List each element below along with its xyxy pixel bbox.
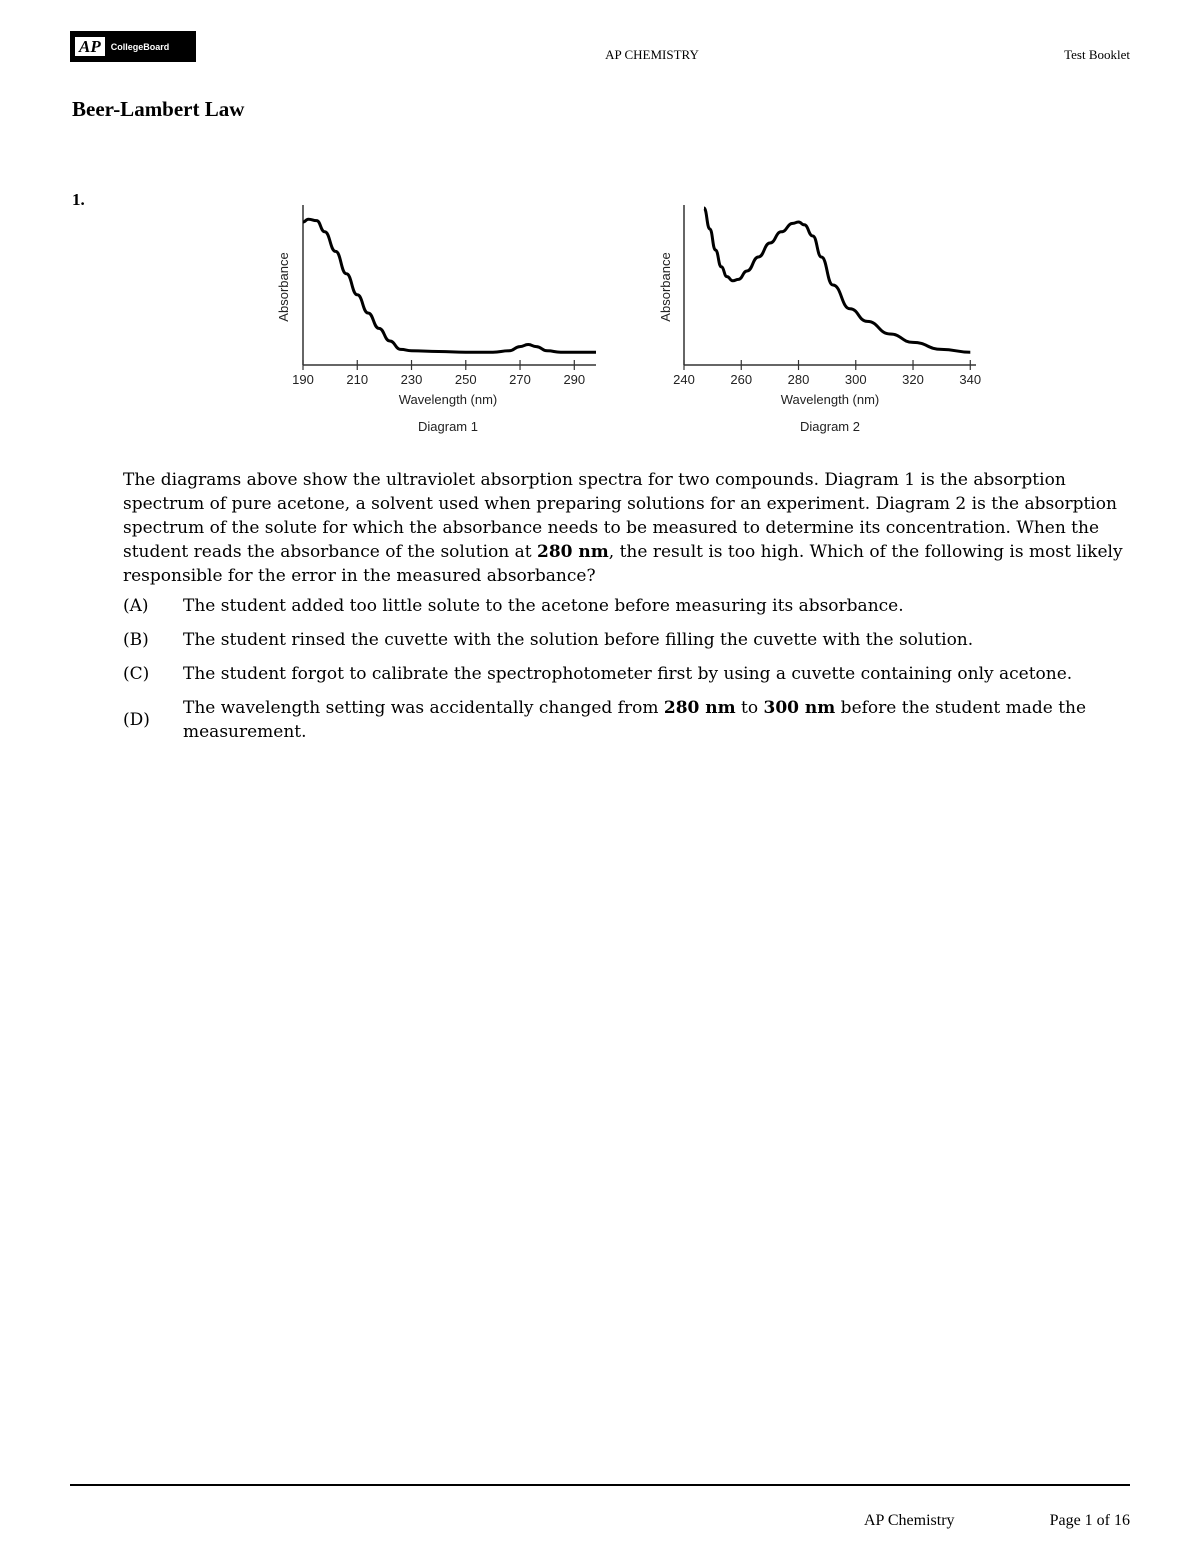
x-axis-label: Wavelength (nm) [398, 392, 498, 407]
y-axis-label: Absorbance [276, 252, 291, 322]
series-line [704, 208, 970, 352]
x-ticks [673, 360, 981, 387]
spectra-svg [260, 195, 990, 440]
x-tick-label: 280 [787, 372, 810, 387]
x-tick-label: 270 [509, 372, 531, 387]
choice-text-part: before the student made the measurement. [183, 698, 1087, 742]
choice-c[interactable] [123, 662, 1133, 686]
choice-text-part: to [735, 698, 764, 718]
x-tick-label: 250 [454, 372, 477, 387]
x-tick-label: 320 [902, 372, 924, 387]
x-axis-label: Wavelength (nm) [780, 392, 880, 407]
choice-text: The student added too little solute to the acetone before measuring its absorbance. [183, 596, 904, 616]
choice-text: The student forgot to calibrate the spectrophotometer first by using a cuvette containing only acetone. [183, 664, 1073, 684]
section-title: Beer-Lambert Law [72, 97, 245, 121]
chart-title: Diagram 2 [800, 419, 860, 434]
footer-page-number: Page 1 of 16 [1049, 1512, 1130, 1529]
footer-divider [70, 1484, 1130, 1486]
choice-letter: (C) [123, 664, 150, 684]
choice-letter: (A) [123, 596, 149, 616]
spectra-figure [260, 195, 990, 440]
chart-title: Diagram 1 [418, 419, 478, 434]
x-ticks [292, 360, 585, 387]
choice-wavelength-from: 280 nm [663, 698, 736, 718]
x-tick-label: 300 [844, 372, 867, 387]
header-booklet-label: Test Booklet [1064, 47, 1130, 62]
series-line [303, 219, 596, 352]
stem-text-2: , the result is too high. Which of the following is most likely responsible for the error in the measured absorbance? [123, 542, 1123, 586]
choice-b[interactable] [123, 628, 1133, 652]
x-tick-label: 260 [730, 372, 753, 387]
choice-letter: (B) [123, 630, 149, 650]
header-title: AP CHEMISTRY [605, 47, 699, 62]
logo-collegeboard-text: CollegeBoard [110, 41, 170, 52]
question-stem [123, 468, 1133, 588]
diagram-2 [658, 205, 981, 434]
x-tick-label: 290 [563, 372, 586, 387]
choice-text-part: The wavelength setting was accidentally changed from [183, 698, 664, 718]
stem-text-1: The diagrams above show the ultraviolet absorption spectra for two compounds. Diagram 1 is the absorption spectrum of pure acetone, a solvent used when preparing solutions for an experiment. Diagram 2 is the absorption spectrum of the solute for which the absorbance needs to be measured to determine its concentration. When the student reads the absorbance of the solution at [123, 470, 1117, 562]
x-tick-label: 190 [292, 372, 314, 387]
choice-text: The student rinsed the cuvette with the solution before filling the cuvette with the solution. [183, 630, 974, 650]
stem-wavelength: 280 nm [537, 542, 609, 562]
choice-letter: (D) [123, 710, 150, 730]
x-tick-label: 240 [673, 372, 695, 387]
question-number: 1. [72, 190, 85, 209]
x-tick-label: 230 [400, 372, 423, 387]
choice-text [183, 696, 1133, 744]
choice-d[interactable] [123, 696, 1133, 744]
diagram-1 [276, 205, 596, 434]
footer-course: AP Chemistry [864, 1512, 955, 1529]
x-tick-label: 340 [959, 372, 982, 387]
choice-wavelength-to: 300 nm [763, 698, 836, 718]
choice-a[interactable] [123, 594, 1133, 618]
y-axis-label: Absorbance [658, 252, 673, 322]
answer-choices [123, 594, 1133, 754]
logo-ap-mark: AP [75, 37, 105, 56]
x-tick-label: 210 [346, 372, 369, 387]
